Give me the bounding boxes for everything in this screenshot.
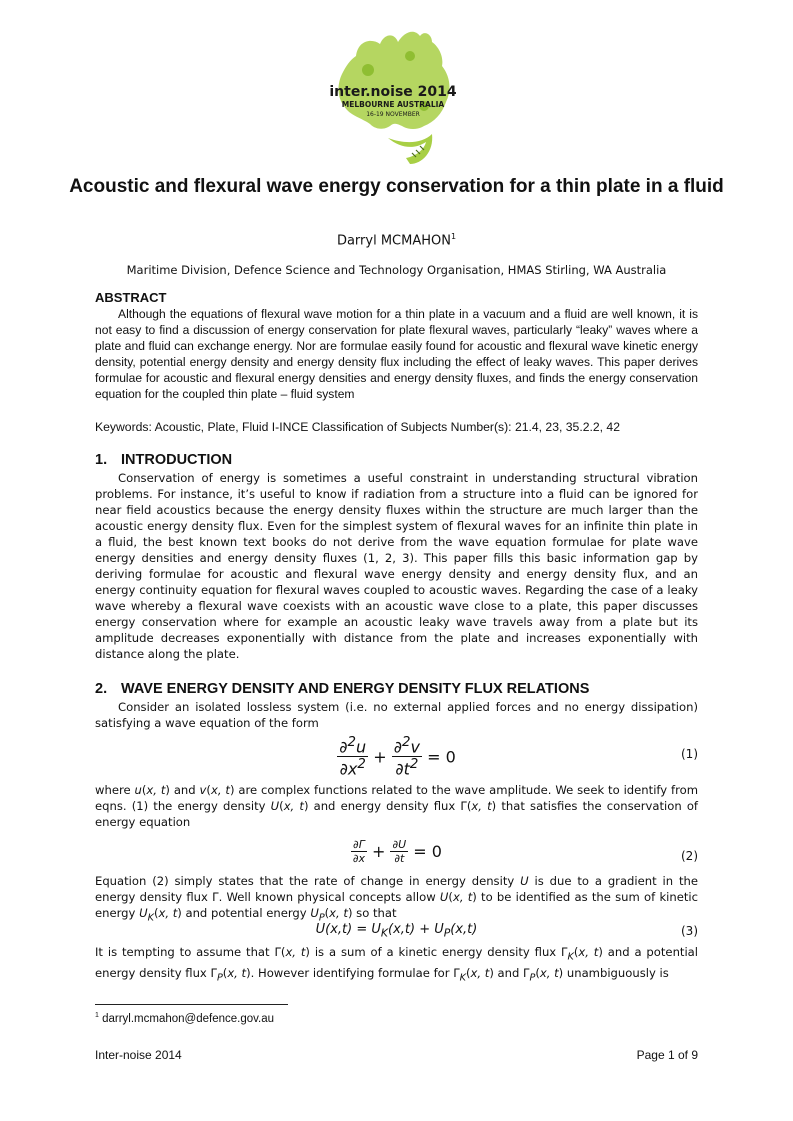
abstract-text: Although the equations of flexural wave motion for a thin plate in a vacuum and a fluid are well known, it is not easy to find a discussion of energy conservation for plate flexural waves, particularly “leaky” waves where a plate and fluid can exchange energy. Nor are formulae easily found for acoustic and flexural wave kinetic energy density, potential energy density and energy density flux including the effect of leaky waves. This paper derives formulae for acoustic and flexural energy densities and energy density fluxes, and finds the energy conservation equation for the coupled thin plate – fluid system [95,307,698,401]
footnote-email[interactable]: darryl.mcmahon@defence.gov.au [102,1012,275,1025]
equation-2 [95,838,698,874]
svg-text:MELBOURNE AUSTRALIA: MELBOURNE AUSTRALIA [341,100,445,109]
section-heading-introduction [95,452,232,468]
author-footnote-marker: 1 [450,232,457,241]
eq1-term-v: $\frac{\partial^2v}{\partial t^2}$ [393,735,420,779]
section-number: 2. [95,681,108,697]
footer-page-number: Page 1 of 9 [636,1048,698,1062]
author-name: Darryl MCMAHON [336,233,451,249]
equation-3 [95,922,698,942]
section-number: 1. [95,452,108,468]
equation-2-body: $\frac{\partial\Gamma}{\partial x}$ + $\frac{\partial U}{\partial t}$ = 0 [352,838,442,865]
author-line [0,232,793,248]
introduction-paragraph: Conservation of energy is sometimes a useful constraint in understanding structural vibration problems. For instance, it’s useful to know if radiation from a structure into a fluid can be ignored for near field acoustics because the energy density fluxes within the structure are much larger than the acoustic energy density flux. Even for the simplest system of flexural waves for an infinite thin plate in a fluid, the best known text books do not derive from the wave equation formulae for plate wave energy densities and energy density fluxes (1, 2, 3). This paper fills this basic information gap by deriving formulae for acoustic and flexural wave energy density and energy density flux, and an energy continuity equation for flexural waves coupled to acoustic waves. Regarding the case of a leaky wave whereby a flexural wave coexists with an acoustic wave close to a plate, this paper discusses energy conservation where for example an acoustic leaky wave travels away from a plate but its amplitude decreases exponentially with distance from the plate and increases exponentially with distance along the plate. [95,471,698,661]
footnote-marker: 1 [95,1012,99,1019]
equation-3-body: $U(x,t) = U_K(x,t) + U_P(x,t)$ [315,922,478,940]
footnote [95,1012,274,1025]
affiliation: Maritime Division, Defence Science and Technology Organisation, HMAS Stirling, WA Australia [126,263,667,277]
eq2-term-gamma: $\frac{\partial\Gamma}{\partial x}$ [352,838,366,865]
section2-paragraph-4: It is tempting to assume that Γ(x, t) is a sum of a kinetic energy density flux $\Gamma_K(x$, t) and a potential energy density flux $\Gamma_P(x$, t). However identifying formulae for $\Gamma_K(x$, t) and $\Gamma_P(x$, t) unambiguously is [95,945,699,984]
svg-text:inter.noise 2014: inter.noise 2014 [329,84,457,100]
keywords: Keywords: Acoustic, Plate, Fluid I-INCE Classification of Subjects Number(s): 21.4, 23, 35.2.2, 42 [95,420,620,434]
section2-paragraph-1: Consider an isolated lossless system (i.e. no external applied forces and no energy dissipation) satisfying a wave equation of the form [95,700,698,730]
section-title: WAVE ENERGY DENSITY AND ENERGY DENSITY FLUX RELATIONS [121,681,590,697]
equation-1-body: $\frac{\partial^2u}{\partial x^2}$ + $\frac{\partial^2v}{\partial t^2}$ = 0 [339,735,456,779]
section-heading-wave-energy [95,681,589,697]
footer-conference: Inter-noise 2014 [95,1048,182,1062]
equation-3-number: (3) [681,924,698,938]
eq1-term-u: $\frac{\partial^2u}{\partial x^2}$ [339,735,367,779]
section2-paragraph-2: where u(x, t) and v(x, t) are complex functions related to the wave amplitude. We seek to identify from eqns. (1) the energy density U(x, t) and energy density flux Γ(x, t) that satisfies the conservation of energy equation [95,783,699,829]
svg-text:16-19 NOVEMBER: 16-19 NOVEMBER [366,111,420,118]
abstract-heading: ABSTRACT [95,290,167,305]
section-title: INTRODUCTION [121,452,233,468]
footnote-rule [95,1004,288,1005]
paper-title: Acoustic and flexural wave energy conservation for a thin plate in a fluid [69,176,724,197]
australia-map-logo-graphic [328,26,458,174]
conference-logo [328,26,458,174]
equation-2-number: (2) [681,849,698,863]
equation-1 [95,733,698,779]
section2-paragraph-3: Equation (2) simply states that the rate of change in energy density U is due to a gradient in the energy density flux Γ. Well known physical concepts allow U(x, t) to be identified as the sum of kinetic energy $U_K(x$, t) and potential energy $U_P(x$, t) so that [95,874,699,924]
equation-1-number: (1) [681,747,698,761]
eq2-term-U: $\frac{\partial U}{\partial t}$ [392,838,407,865]
